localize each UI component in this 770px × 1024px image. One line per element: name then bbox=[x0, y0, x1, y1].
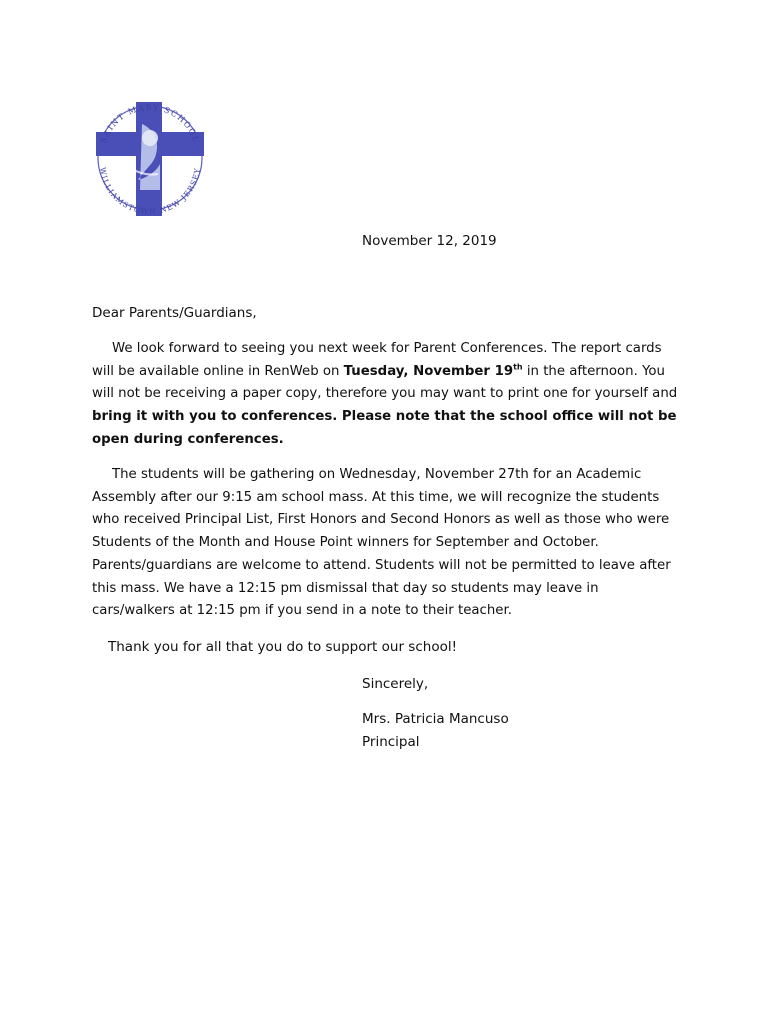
salutation: Dear Parents/Guardians, bbox=[92, 305, 257, 321]
letter-date: November 12, 2019 bbox=[362, 233, 497, 249]
signature-name: Mrs. Patricia Mancuso bbox=[362, 711, 509, 727]
seal-top-text: SAINT MARY SCHOOL bbox=[98, 102, 202, 145]
p1-superscript: th bbox=[513, 362, 523, 372]
thank-you-line: Thank you for all that you do to support our school! bbox=[108, 639, 457, 655]
p1-text-2: in the afternoon. You will not be receiving a paper copy, therefore you may want to print one for yourself and bbox=[92, 363, 678, 402]
p1-bold-note: bring it with you to conferences. Please note that the school office will not be open during conferences. bbox=[92, 409, 677, 447]
p1-bold-date: Tuesday, November 19 bbox=[343, 363, 514, 379]
school-seal-logo bbox=[86, 94, 214, 222]
seal-bottom-text: WILLIAMSTOWN NEW JERSEY bbox=[97, 166, 202, 217]
p1-text-1: We look forward to seeing you next week for Parent Conferences. The report cards will be available online in RenWeb on bbox=[92, 341, 662, 379]
paragraph-report-cards bbox=[92, 338, 684, 452]
closing: Sincerely, bbox=[362, 676, 429, 692]
signature-title: Principal bbox=[362, 734, 420, 750]
paragraph-assembly: The students will be gathering on Wednesday, November 27th for an Academic Assembly after our 9:15 am school mass. At this time, we will recognize the students who received Principal List, First Honors and Second Honors as well as those who were Students of the Month and House Point winners for September and October. Parents/guardians are welcome to attend. Students will not be permitted to leave after this mass. We have a 12:15 pm dismissal that day so students may leave in cars/walkers at 12:15 pm if you send in a note to their teacher. bbox=[92, 467, 671, 619]
